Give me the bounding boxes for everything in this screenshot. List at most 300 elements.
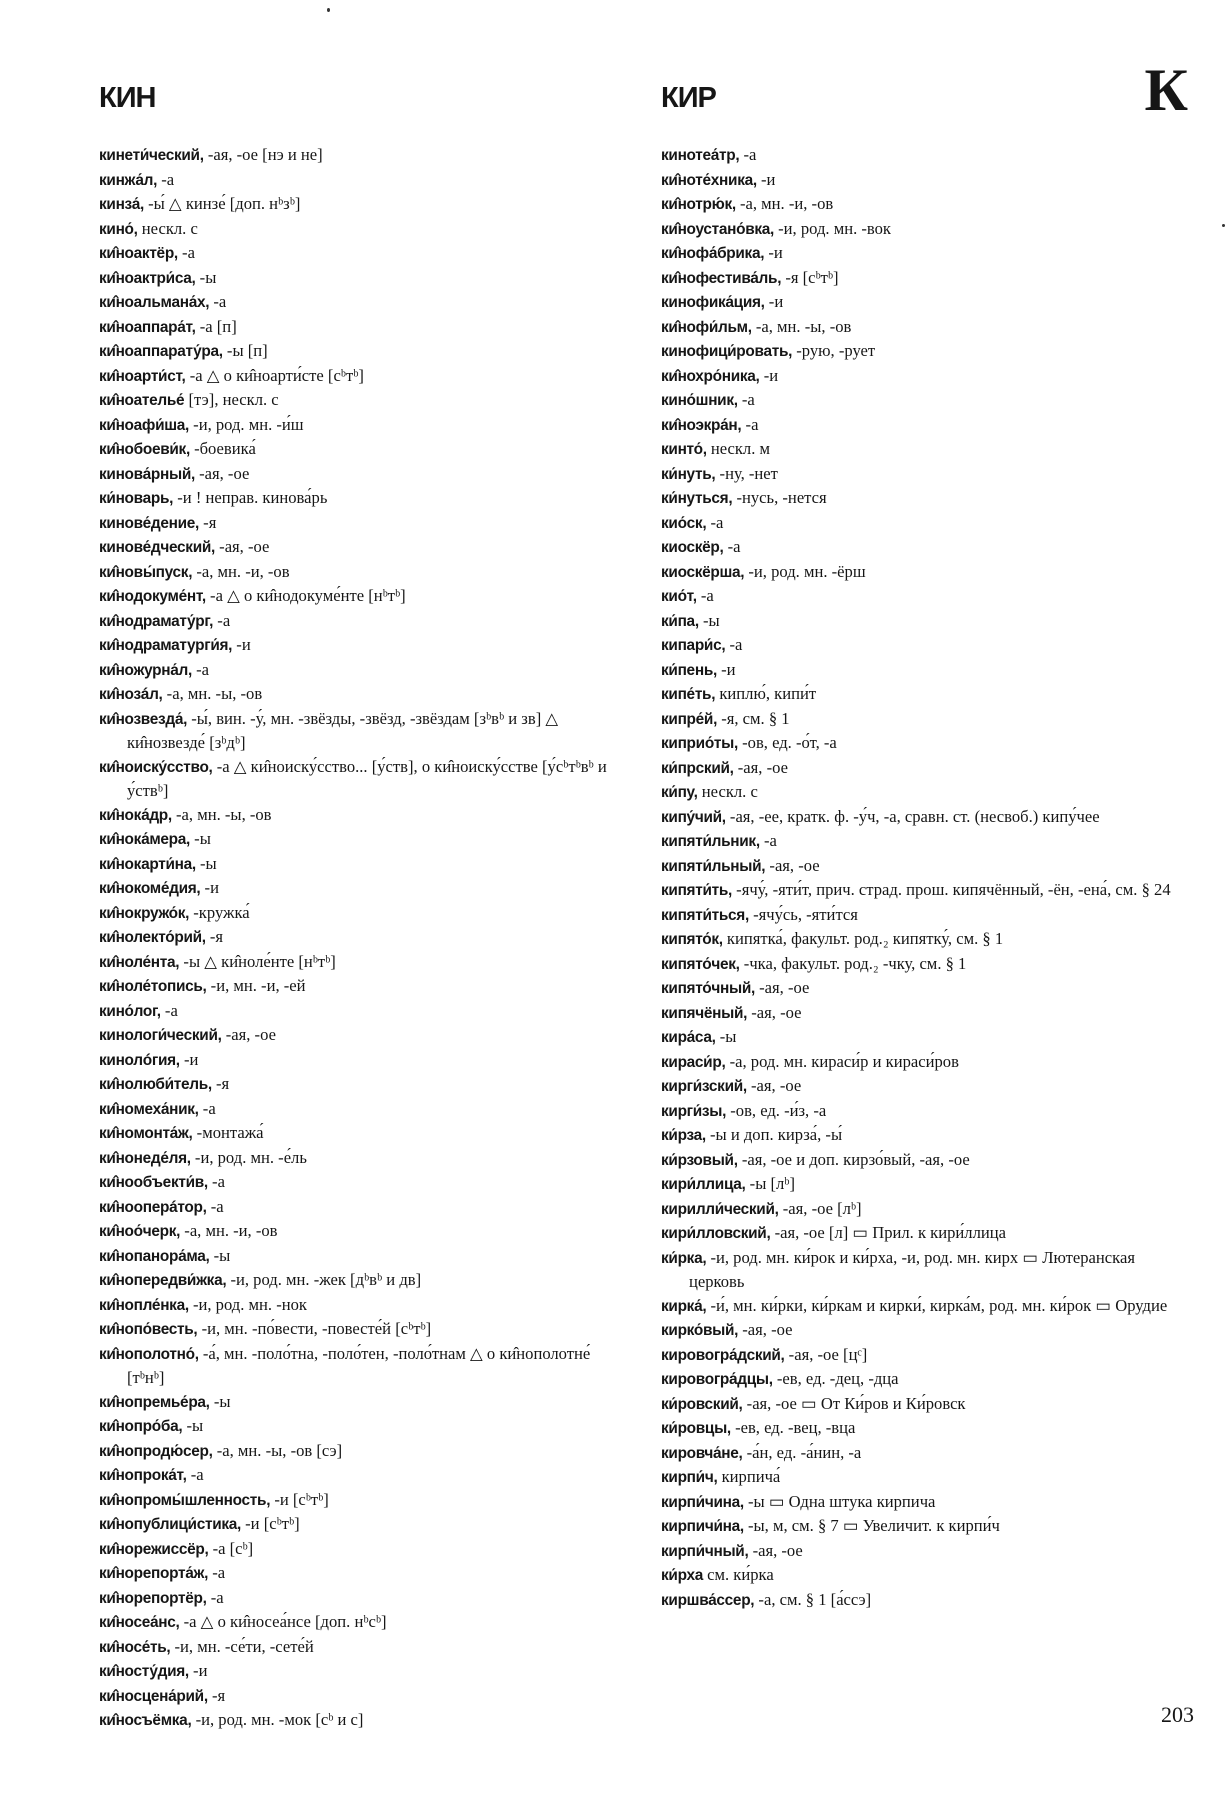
dictionary-entry	[661, 1563, 1193, 1588]
entry-grammar: -монтажа́	[192, 1123, 264, 1142]
dictionary-entry	[99, 192, 631, 217]
entry-headword: ки̂ноафи́ша,	[99, 416, 190, 434]
dictionary-entry	[661, 1343, 1193, 1368]
entry-headword: кирпи́ч,	[661, 1469, 718, 1486]
entry-headword: кинологи́ческий,	[99, 1027, 222, 1044]
entry-headword: ки̂нопанора́ма,	[99, 1247, 210, 1265]
entry-grammar: -ы	[195, 267, 217, 287]
dictionary-entry	[99, 413, 631, 438]
dictionary-entry	[99, 707, 631, 755]
entry-headword: кипяти́ть,	[661, 882, 733, 899]
dictionary-entry	[99, 1244, 631, 1269]
entry-grammar: -ы	[195, 853, 217, 873]
entry-grammar: -и́, мн. ки́рки, ки́ркам и кирки́, кирка́м, род. мн. ки́рок ▭ Орудие	[706, 1295, 1168, 1315]
entry-headword: ки̂нока́др,	[99, 806, 172, 824]
entry-grammar: -ну, -нет	[715, 463, 778, 483]
dictionary-entry	[99, 1537, 631, 1562]
dictionary-entry	[99, 168, 631, 193]
entry-headword: киоскёр,	[661, 539, 724, 556]
entry-grammar: -ы [лᵇ]	[745, 1174, 795, 1193]
entry-headword: ки̂ноактри́са,	[99, 269, 196, 287]
entry-headword: кипе́ть,	[661, 686, 716, 703]
entry-grammar: -ы ▭ Одна штука кирпича	[743, 1491, 936, 1511]
entry-grammar: см. ки́рка	[702, 1565, 774, 1584]
dictionary-entry	[99, 803, 631, 828]
entry-headword: ки̂норепортёр,	[99, 1589, 207, 1607]
entry-grammar: -а	[198, 1098, 216, 1118]
dictionary-entry	[661, 952, 1193, 977]
dictionary-entry	[661, 511, 1193, 536]
entry-grammar: -а △ о ки̂нодокуме́нте [нᵇтᵇ]	[205, 586, 406, 605]
dictionary-entry	[661, 192, 1193, 217]
entry-grammar: -ов, ед. -о́т, -а	[737, 733, 837, 752]
entry-grammar: -ячу́, -яти́т, прич. страд. прош. кипячённый, -ён, -ена́, см. § 24	[732, 880, 1171, 899]
dictionary-entry	[99, 1268, 631, 1293]
entry-headword: ки̂нофа́брика,	[661, 245, 765, 262]
dictionary-entry	[661, 437, 1193, 462]
entry-headword: ки́прский,	[661, 759, 734, 777]
dictionary-entry	[661, 1197, 1193, 1222]
entry-headword: ки́рзовый,	[661, 1151, 738, 1169]
dictionary-entry	[99, 1610, 631, 1635]
entry-grammar: -ы и доп. кирза́, -ы́	[705, 1125, 843, 1144]
entry-headword: ки́ровский,	[661, 1395, 743, 1413]
entry-grammar: -я	[199, 512, 217, 532]
entry-headword: ки̂ноле́топись,	[99, 978, 207, 995]
entry-headword: ки́пу,	[661, 784, 698, 801]
dictionary-entry	[99, 315, 631, 340]
entry-grammar: нескл. с	[697, 782, 758, 801]
entry-headword: кирпи́чина,	[661, 1493, 744, 1511]
entry-grammar: -ая, -ое	[194, 463, 250, 483]
dictionary-entry	[661, 462, 1193, 487]
dictionary-entry	[661, 143, 1193, 168]
entry-grammar: -боевика́	[189, 439, 256, 458]
dictionary-entry	[661, 854, 1193, 879]
dictionary-entry	[661, 609, 1193, 634]
entry-headword: ки́нуть,	[661, 465, 716, 483]
entry-headword: ки̂нобоеви́к,	[99, 441, 190, 458]
entry-headword: кино́шник,	[661, 392, 738, 409]
entry-headword: ки̂нофестива́ль,	[661, 269, 782, 287]
entry-grammar: -а △ о ки̂ноарти́сте [сᵇтᵇ]	[185, 365, 364, 385]
entry-grammar: -а [сᵇ]	[208, 1538, 254, 1558]
entry-headword: ки̂ноаппара́т,	[99, 318, 196, 336]
entry-grammar: -и, род. мн. -ёрш	[744, 561, 866, 581]
dictionary-entry	[99, 339, 631, 364]
section-letter: К	[1144, 57, 1188, 123]
entry-grammar: -ов, ед. -и́з, -а	[726, 1100, 827, 1120]
entry-grammar: -и, род. мн. -вок	[774, 218, 891, 238]
entry-grammar: -а	[723, 537, 741, 556]
entry-headword: кино́лог,	[99, 1002, 161, 1020]
entry-grammar: -а́, мн. -поло́тна, -поло́тен, -поло́тнам △ о ки̂нополотне́ [тᵇнᵇ]	[127, 1343, 591, 1387]
entry-grammar: -а, мн. -ы, -ов	[751, 316, 852, 336]
entry-headword: ки̂носе́ть,	[99, 1638, 171, 1656]
entry-headword: кипяти́ться,	[661, 906, 749, 924]
entry-headword: ки̂нопрока́т,	[99, 1467, 187, 1484]
entry-grammar: -а △ ки̂ноиску́сство... [у́ств], о ки̂ноиску́сстве [у́сᵇтᵇвᵇ и у́ствᵇ]	[127, 756, 607, 800]
entry-headword: кировча́не,	[661, 1444, 743, 1462]
dictionary-entry	[661, 658, 1193, 683]
entry-headword: кинза́,	[99, 196, 144, 213]
dictionary-entry	[99, 1170, 631, 1195]
dictionary-entry	[99, 1635, 631, 1660]
entry-headword: ки́рза,	[661, 1127, 706, 1144]
entry-grammar: -а	[206, 1587, 224, 1607]
dictionary-entry	[661, 1318, 1193, 1343]
entry-grammar: -ы △ ки̂ноле́нте [нᵇтᵇ]	[179, 951, 336, 971]
entry-grammar: -а	[725, 635, 743, 654]
page-number: 203	[1161, 1702, 1194, 1727]
dictionary-entry	[99, 1586, 631, 1611]
entry-headword: кинове́дение,	[99, 514, 200, 532]
entry-grammar: -рую, -рует	[792, 341, 876, 360]
dictionary-entry	[99, 1146, 631, 1171]
dictionary-entry	[99, 755, 631, 803]
dictionary-entry	[661, 486, 1193, 511]
entry-grammar: -и	[188, 1661, 208, 1680]
dictionary-entry	[99, 1097, 631, 1122]
dictionary-entry	[661, 1074, 1193, 1099]
entry-headword: киоскёрша,	[661, 563, 745, 581]
entry-grammar: -я	[207, 1685, 226, 1705]
dictionary-entry	[99, 1561, 631, 1586]
left-column	[99, 143, 631, 1733]
entry-grammar: -ая, -ое	[738, 1320, 793, 1339]
entry-grammar: [тэ], нескл. с	[184, 390, 279, 409]
dictionary-entry	[661, 1392, 1193, 1417]
entry-grammar: -а	[737, 390, 755, 409]
dictionary-entry	[661, 1246, 1193, 1294]
entry-headword: ки́рка,	[661, 1249, 707, 1267]
entry-grammar: -и, мн. -по́вести, -повесте́й [сᵇтᵇ]	[197, 1319, 432, 1338]
entry-headword: ки̂нопремье́ра,	[99, 1393, 210, 1411]
entry-headword: кирги́зы,	[661, 1102, 727, 1120]
entry-headword: кирги́зский,	[661, 1078, 747, 1095]
entry-headword: ки̂ноактёр,	[99, 245, 178, 262]
entry-headword: кирпичи́на,	[661, 1518, 744, 1535]
entry-headword: кипяти́льный,	[661, 857, 766, 875]
print-speck	[1222, 224, 1225, 227]
entry-grammar: -ая, -ое [лᵇ]	[778, 1198, 862, 1218]
dictionary-entry	[99, 1390, 631, 1415]
entry-grammar: -ая, -ое [нэ и не]	[203, 145, 323, 164]
entry-headword: ки̂носъёмка,	[99, 1712, 192, 1729]
dictionary-entry	[99, 1439, 631, 1464]
dictionary-entry	[99, 266, 631, 291]
entry-grammar: нескл. м	[706, 439, 770, 458]
dictionary-entry	[99, 1684, 631, 1709]
entry-grammar: -ы	[698, 610, 720, 630]
dictionary-entry	[661, 903, 1193, 928]
dictionary-entry	[99, 633, 631, 658]
entry-headword: ки̂ноо́черк,	[99, 1223, 181, 1240]
dictionary-entry	[99, 1708, 631, 1733]
entry-grammar: -и	[759, 365, 779, 385]
entry-grammar: -а́н, ед. -а́нин, -а	[742, 1442, 862, 1462]
entry-grammar: -ы	[209, 1391, 231, 1411]
entry-grammar: -ы́ △ кинзе́ [доп. нᵇзᵇ]	[143, 194, 301, 213]
entry-headword: кино́,	[99, 220, 138, 238]
dictionary-entry	[99, 658, 631, 683]
entry-headword: кипари́с,	[661, 637, 726, 654]
dictionary-entry	[99, 827, 631, 852]
entry-headword: кираси́р,	[661, 1053, 726, 1071]
dictionary-entry	[661, 927, 1193, 952]
entry-grammar: -а, мн. -ы, -ов	[162, 684, 263, 703]
entry-headword: ки̂норежиссёр,	[99, 1540, 209, 1558]
entry-headword: ки̂нокарти́на,	[99, 855, 196, 873]
entry-headword: ки̂нока́мера,	[99, 831, 191, 848]
dictionary-entry	[661, 1367, 1193, 1392]
entry-grammar: -а, см. § 1 [а́ссэ]	[754, 1589, 872, 1609]
entry-headword: кинотеа́тр,	[661, 147, 740, 164]
dictionary-entry	[99, 1342, 631, 1390]
dictionary-entry	[99, 462, 631, 487]
entry-headword: ки̂нохро́ника,	[661, 367, 760, 385]
dictionary-entry	[99, 852, 631, 877]
entry-grammar: -ев, ед. -дец, -дца	[772, 1369, 899, 1388]
entry-grammar: -и	[756, 169, 776, 189]
entry-grammar: -кружка́	[189, 902, 250, 922]
entry-grammar: -и	[764, 292, 784, 311]
entry-grammar: -я, см. § 1	[717, 708, 790, 728]
entry-headword: ки̂носеа́нс,	[99, 1614, 180, 1631]
right-column	[661, 143, 1193, 1612]
dictionary-entry	[661, 1490, 1193, 1515]
entry-headword: кипято́к,	[661, 931, 723, 948]
entry-headword: ки́новарь,	[99, 490, 174, 507]
entry-grammar: -ая, -ое	[215, 537, 270, 556]
entry-headword: ки̂нокоме́дия,	[99, 880, 201, 897]
print-speck	[327, 8, 330, 12]
entry-grammar: -и, мн. -се́ти, -сете́й	[170, 1636, 314, 1656]
entry-headword: ки̂нопродю́сер,	[99, 1442, 213, 1460]
dictionary-entry	[99, 560, 631, 585]
entry-grammar: -ы	[190, 829, 211, 848]
entry-headword: ки̂ноте́хника,	[661, 171, 757, 189]
entry-grammar: -а	[207, 1172, 225, 1191]
entry-grammar: -ы	[182, 1416, 204, 1435]
entry-grammar: -ая, -ое	[755, 978, 810, 997]
dictionary-entry	[661, 829, 1193, 854]
entry-headword: ки́пень,	[661, 661, 717, 679]
entry-grammar: -и ! неправ. кинова́рь	[173, 488, 328, 507]
dictionary-entry	[661, 388, 1193, 413]
entry-headword: кипячёный,	[661, 1004, 748, 1022]
entry-headword: ки̂нодрамату́рг,	[99, 612, 214, 630]
entry-grammar: -а, род. мн. кираси́р и кираси́ров	[725, 1051, 959, 1071]
entry-grammar: кипятка́, факульт. род.₂ кипятку́, см. § 1	[722, 929, 1004, 948]
entry-grammar: -и	[232, 635, 251, 654]
dictionary-entry	[661, 339, 1193, 364]
dictionary-entry	[661, 584, 1193, 609]
dictionary-entry	[99, 1293, 631, 1318]
entry-headword: ки̂ноэкра́н,	[661, 416, 742, 434]
entry-grammar: -а, мн. -и, -ов	[735, 194, 834, 213]
dictionary-entry	[661, 731, 1193, 756]
entry-grammar: -а, мн. -и, -ов	[180, 1221, 278, 1240]
entry-grammar: -а	[208, 1563, 226, 1582]
entry-headword: ки̂ноателье́	[99, 392, 185, 409]
entry-grammar: -и [сᵇтᵇ]	[270, 1489, 329, 1509]
dictionary-entry	[99, 901, 631, 926]
dictionary-entry	[99, 1195, 631, 1220]
entry-headword: ки̂нопро́ба,	[99, 1418, 183, 1435]
dictionary-entry	[661, 1050, 1193, 1075]
entry-headword: ки̂нофи́льм,	[661, 318, 752, 336]
dictionary-entry	[661, 535, 1193, 560]
entry-headword: кири́лловский,	[661, 1225, 771, 1242]
entry-headword: кинолóгия,	[99, 1051, 180, 1069]
dictionary-entry	[661, 266, 1193, 291]
entry-grammar: -ев, ед. -вец, -вца	[730, 1418, 856, 1437]
entry-headword: ки̂нооперáтор,	[99, 1198, 207, 1216]
dictionary-entry	[99, 511, 631, 536]
entry-grammar: -а	[191, 659, 209, 679]
entry-headword: ки́нуться,	[661, 490, 733, 507]
dictionary-entry	[661, 217, 1193, 242]
entry-grammar: -а	[741, 414, 759, 434]
entry-grammar: -и, род. мн. -нок	[188, 1294, 307, 1314]
entry-grammar: -а	[706, 512, 724, 532]
dictionary-entry	[661, 1465, 1193, 1490]
entry-grammar: -ая, -ое	[765, 855, 820, 875]
entry-headword: ки́па,	[661, 612, 699, 630]
entry-headword: кинове́дческий,	[99, 539, 216, 556]
entry-headword: кипяти́льник,	[661, 833, 760, 850]
entry-grammar: -ая, -ое	[221, 1025, 276, 1044]
entry-grammar: кирпича́	[717, 1467, 781, 1486]
dictionary-entry	[661, 1172, 1193, 1197]
dictionary-entry	[661, 707, 1193, 732]
entry-grammar: -ая, -ое [л] ▭ Прил. к кири́ллица	[770, 1223, 1006, 1242]
entry-grammar: -и	[179, 1049, 199, 1069]
entry-headword: ки̂нопромы́шленность,	[99, 1491, 271, 1509]
entry-headword: кировогра́дцы,	[661, 1371, 773, 1388]
dictionary-entry	[99, 364, 631, 389]
entry-headword: ки̂нонеде́ля,	[99, 1149, 191, 1167]
entry-grammar: -а	[206, 1196, 224, 1216]
entry-grammar: -а	[696, 586, 714, 605]
entry-headword: кирпи́чный,	[661, 1542, 749, 1560]
entry-grammar: -чка, факульт. род.₂ -чку, см. § 1	[739, 953, 967, 973]
entry-grammar: -и, род. мн. -и́ш	[189, 414, 304, 434]
entry-headword: ки̂ноиску́сство,	[99, 758, 213, 776]
entry-grammar: -ы́, вин. -у́, мн. -звёзды, -звёзд, -звёздам [зᵇвᵇ и зв] △ ки̂нозвезде́ [зᵇдᵇ]	[127, 708, 559, 752]
entry-headword: кира́са,	[661, 1029, 716, 1046]
dictionary-entry	[99, 437, 631, 462]
dictionary-entry	[99, 1512, 631, 1537]
entry-headword: ки̂ноарти́ст,	[99, 367, 186, 385]
dictionary-entry	[661, 1539, 1193, 1564]
dictionary-entry	[661, 290, 1193, 315]
entry-headword: кипято́чек,	[661, 955, 740, 973]
entry-headword: кирко́вый,	[661, 1322, 739, 1339]
entry-grammar: -ячу́сь, -яти́тся	[748, 904, 858, 924]
entry-headword: ки̂норепорта́ж,	[99, 1565, 209, 1582]
entry-headword: ки̂нодраматурги́я,	[99, 637, 233, 654]
entry-grammar: -ы	[209, 1245, 231, 1265]
entry-grammar: -а [п]	[195, 316, 237, 336]
entry-headword: ки́ровцы,	[661, 1420, 731, 1437]
dictionary-entry	[99, 1488, 631, 1513]
dictionary-entry	[99, 1414, 631, 1439]
dictionary-entry	[661, 976, 1193, 1001]
entry-headword: кио́ск,	[661, 514, 707, 532]
dictionary-entry	[99, 682, 631, 707]
entry-headword: киприо́ты,	[661, 735, 738, 752]
dictionary-entry	[99, 241, 631, 266]
entry-headword: ки̂ноле́нта,	[99, 953, 180, 971]
dictionary-entry	[661, 878, 1193, 903]
dictionary-entry	[99, 876, 631, 901]
entry-grammar: -ая, -ое ▭ От Ки́ров и Ки́ровск	[742, 1393, 966, 1413]
dictionary-entry	[661, 1441, 1193, 1466]
entry-grammar: -а	[160, 1000, 178, 1020]
entry-grammar: -и, мн. -и, -ей	[206, 976, 306, 995]
dictionary-entry	[661, 315, 1193, 340]
entry-grammar: нескл. с	[137, 218, 198, 238]
dictionary-entry	[99, 1023, 631, 1048]
dictionary-entry	[661, 780, 1193, 805]
entry-grammar: -и, род. мн. ки́рок и ки́рха, -и, род. мн. кирх ▭ Лютеранская церковь	[689, 1247, 1135, 1291]
dictionary-entry	[99, 1659, 631, 1684]
entry-headword: ки̂носту́дия,	[99, 1663, 189, 1680]
running-head-left: КИН	[99, 82, 156, 114]
entry-grammar: -а, мн. -ы, -ов [сэ]	[212, 1440, 343, 1460]
entry-grammar: -а, мн. -ы, -ов	[171, 804, 272, 824]
dictionary-entry	[99, 1219, 631, 1244]
dictionary-entry	[661, 1514, 1193, 1539]
dictionary-entry	[661, 413, 1193, 438]
entry-headword: ки̂нопередви́жка,	[99, 1272, 227, 1289]
dictionary-entry	[99, 925, 631, 950]
running-head-right: КИР	[661, 82, 716, 114]
entry-headword: ки̂нозáл,	[99, 686, 163, 703]
entry-grammar: -а	[739, 145, 757, 164]
entry-grammar: -а	[157, 169, 175, 189]
dictionary-entry	[99, 486, 631, 511]
entry-headword: ки̂номонта́ж,	[99, 1125, 193, 1142]
entry-headword: ки̂ноаппарату́ра,	[99, 343, 223, 360]
entry-grammar: -ая, -ое	[746, 1076, 802, 1095]
entry-grammar: -ы [п]	[222, 341, 268, 360]
entry-grammar: киплю́, кипи́т	[715, 684, 817, 703]
entry-headword: кинова́рный,	[99, 465, 195, 483]
entry-headword: ки̂носцена́рий,	[99, 1687, 208, 1705]
entry-grammar: -ы, м, см. § 7 ▭ Увеличит. к кирпи́ч	[743, 1516, 1000, 1535]
dictionary-entry	[99, 1048, 631, 1073]
entry-grammar: -я	[211, 1074, 230, 1093]
entry-grammar: -ая, -ее, кратк. ф. -у́ч, -а, сравн. ст. (несвоб.) кипу́чее	[725, 806, 1100, 826]
entry-grammar: -а	[186, 1465, 204, 1484]
entry-headword: ки̂ноустано́вка,	[661, 220, 774, 238]
dictionary-entry	[661, 1221, 1193, 1246]
entry-headword: кинети́ческий,	[99, 147, 204, 164]
entry-grammar: -ая, -ое [цᶜ]	[784, 1344, 868, 1364]
entry-grammar: -а	[209, 292, 227, 311]
dictionary-entry	[99, 974, 631, 999]
entry-headword: кио́т,	[661, 588, 697, 605]
entry-grammar: -ы	[715, 1027, 737, 1046]
entry-headword: ки̂нопублици́стика,	[99, 1516, 241, 1533]
entry-headword: кинофици́ровать,	[661, 343, 793, 360]
dictionary-entry	[661, 364, 1193, 389]
dictionary-entry	[99, 584, 631, 609]
dictionary-entry	[99, 143, 631, 168]
